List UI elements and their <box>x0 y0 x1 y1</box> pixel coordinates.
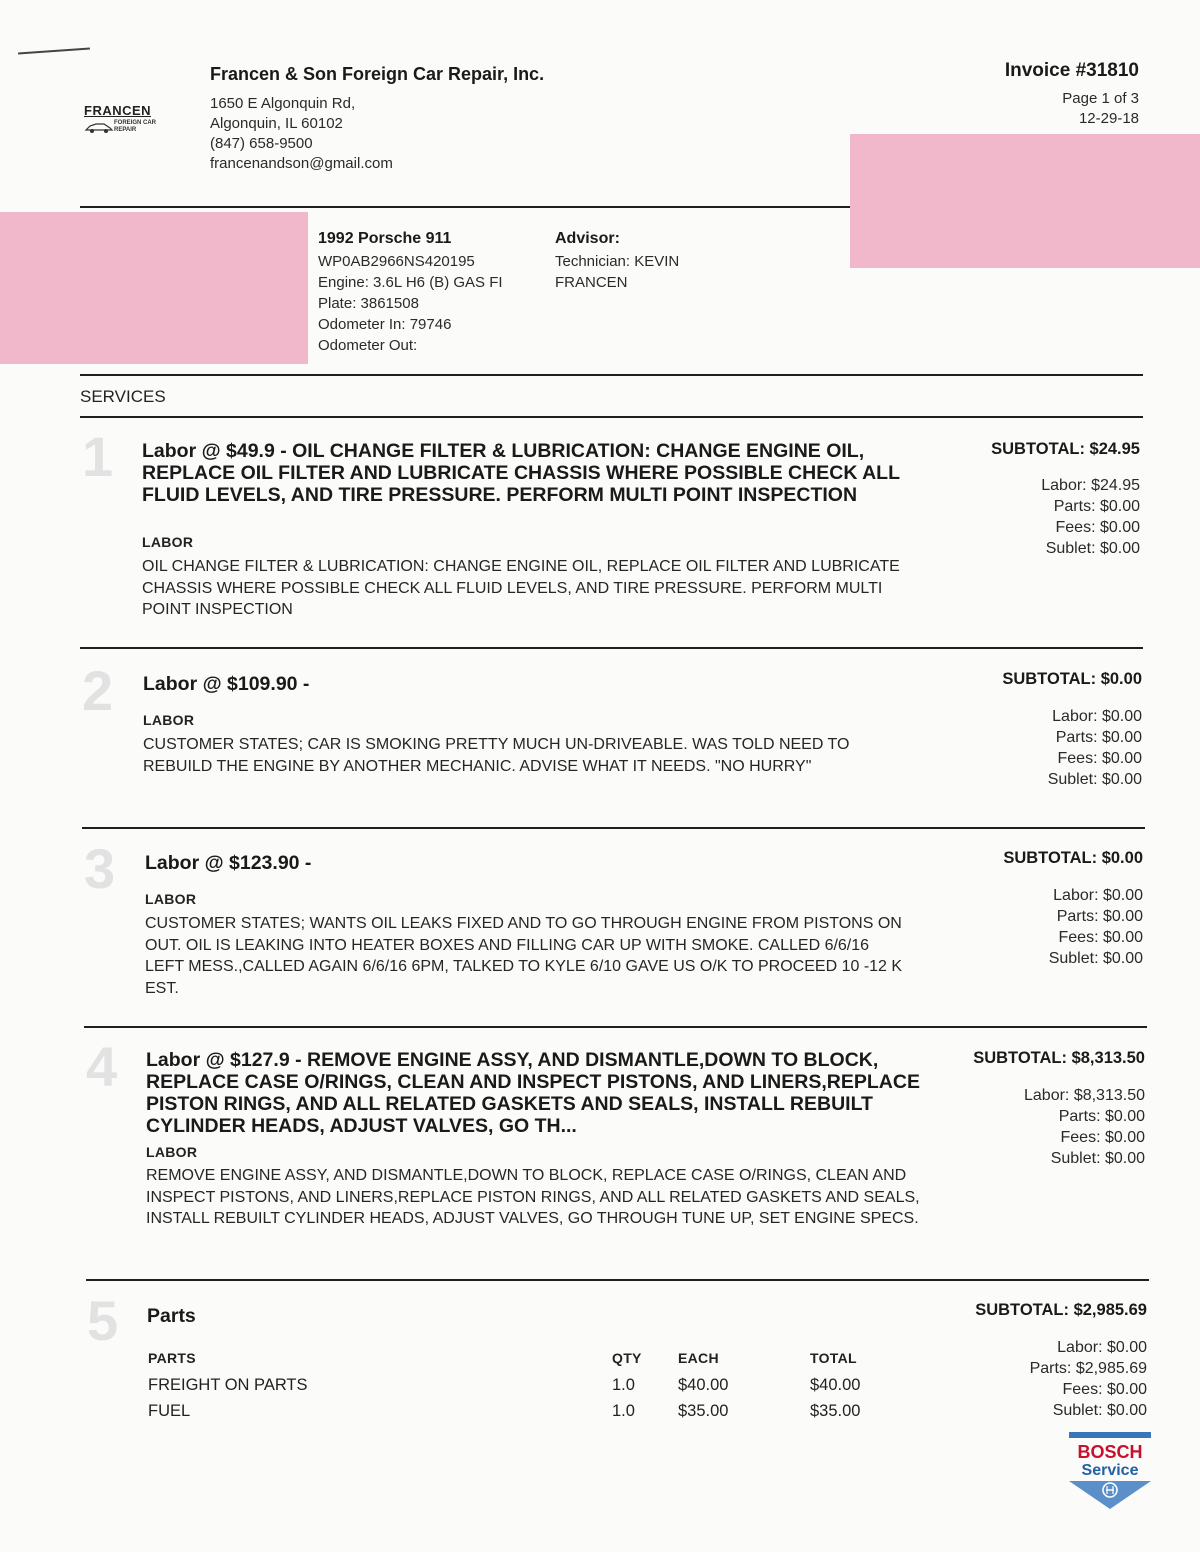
divider <box>80 374 1143 376</box>
part-total: $35.00 <box>810 1402 861 1420</box>
service-description: OIL CHANGE FILTER & LUBRICATION: CHANGE ENGINE OIL, REPLACE OIL FILTER AND LUBRICATE CHASSIS WHERE POSSIBLE CHECK ALL FLUID LEVELS, AND TIRE PRESSURE. PERFORM MULTI POINT INSPECTION <box>142 558 900 618</box>
service-number: 1 <box>82 425 114 488</box>
logo-word: FRANCEN <box>84 103 152 118</box>
service-description: CUSTOMER STATES; CAR IS SMOKING PRETTY MUCH UN-DRIVEABLE. WAS TOLD NEED TO REBUILD THE ENGINE BY ANOTHER MECHANIC. ADVISE WHAT IT NEEDS. "NO HURRY" <box>143 736 850 775</box>
fees-amount: Fees: $0.00 <box>1062 1381 1147 1398</box>
service-breakdown <box>1024 1085 1145 1169</box>
parts-amount: Parts: $0.00 <box>1058 1108 1145 1125</box>
fees-amount: Fees: $0.00 <box>1057 750 1142 767</box>
service-number: 4 <box>86 1035 118 1098</box>
fees-amount: Fees: $0.00 <box>1055 519 1140 536</box>
pen-mark <box>18 47 90 54</box>
redaction-block <box>0 212 308 364</box>
service-breakdown <box>1048 706 1142 790</box>
advisor-info <box>555 228 715 293</box>
service-title: Labor @ $109.90 - <box>143 673 310 695</box>
service-subtotal: SUBTOTAL: $2,985.69 <box>975 1301 1147 1319</box>
parts-amount: Parts: $0.00 <box>1056 908 1143 925</box>
service-number: 2 <box>82 659 114 722</box>
service-number: 3 <box>84 837 116 900</box>
vehicle-plate: Plate: 3861508 <box>318 295 419 312</box>
address-line-2: Algonquin, IL 60102 <box>210 115 343 132</box>
company-name: Francen & Son Foreign Car Repair, Inc. <box>210 64 545 84</box>
badge-bar <box>1069 1432 1151 1438</box>
labor-amount: Labor: $0.00 <box>1052 708 1142 725</box>
col-total: TOTAL <box>810 1350 857 1366</box>
redaction-block <box>850 134 1200 268</box>
divider <box>80 416 1143 418</box>
service-breakdown <box>1041 475 1140 559</box>
bosch-service-badge <box>1069 1432 1151 1514</box>
sublet-amount: Sublet: $0.00 <box>1052 1402 1147 1419</box>
address-line-1: 1650 E Algonquin Rd, <box>210 95 356 112</box>
page-indicator: Page 1 of 3 <box>1062 90 1139 107</box>
service-subtotal: SUBTOTAL: $24.95 <box>991 440 1140 458</box>
sublet-amount: Sublet: $0.00 <box>1045 540 1140 557</box>
service-subtotal: SUBTOTAL: $0.00 <box>1003 849 1143 867</box>
service-sub-label: LABOR <box>142 534 194 550</box>
service-title: Labor @ $49.9 - OIL CHANGE FILTER & LUBRICATION: CHANGE ENGINE OIL, REPLACE OIL FILTER AND LUBRICATE CHASSIS WHERE POSSIBLE CHECK ALL FLUID LEVELS, AND TIRE PRESSURE. PERFORM MULTI POINT INSPECTION <box>142 440 900 506</box>
divider <box>80 647 1143 649</box>
odometer-out: Odometer Out: <box>318 337 418 354</box>
labor-amount: Labor: $0.00 <box>1057 1339 1147 1356</box>
company-phone: (847) 658-9500 <box>210 135 313 152</box>
service-title: Labor @ $127.9 - REMOVE ENGINE ASSY, AND DISMANTLE,DOWN TO BLOCK, REPLACE CASE O/RINGS, CLEAN AND INSPECT PISTONS, AND LINERS,REPLACE PISTON RINGS, AND ALL RELATED GASKETS AND SEALS, INSTALL REBUILT CYLINDER HEADS, ADJUST VALVES, GO TH... <box>146 1049 920 1137</box>
service-description: REMOVE ENGINE ASSY, AND DISMANTLE,DOWN TO BLOCK, REPLACE CASE O/RINGS, CLEAN AND INSPECT PISTONS, AND LINERS,REPLACE PISTON RINGS, AND ALL RELATED GASKETS AND SEALS, INSTALL REBUILT CYLINDER HEADS, ADJUST VALVES, GO THROUGH TUNE UP, SET ENGINE SPECS. <box>146 1167 920 1227</box>
company-email: francenandson@gmail.com <box>210 155 393 172</box>
part-total: $40.00 <box>810 1376 861 1394</box>
divider <box>84 1026 1147 1028</box>
parts-amount: Parts: $0.00 <box>1053 498 1140 515</box>
part-qty: 1.0 <box>612 1402 635 1420</box>
service-title: Parts <box>147 1305 196 1327</box>
company-address <box>210 94 393 174</box>
advisor-title: Advisor: <box>555 230 620 247</box>
part-qty: 1.0 <box>612 1376 635 1394</box>
sublet-amount: Sublet: $0.00 <box>1048 950 1143 967</box>
service-subtotal: SUBTOTAL: $8,313.50 <box>973 1049 1145 1067</box>
parts-amount: Parts: $2,985.69 <box>1029 1360 1147 1377</box>
col-each: EACH <box>678 1350 719 1366</box>
service-number: 5 <box>87 1289 119 1352</box>
vehicle-engine: Engine: 3.6L H6 (B) GAS FI <box>318 274 503 291</box>
service-description: CUSTOMER STATES; WANTS OIL LEAKS FIXED AND TO GO THROUGH ENGINE FROM PISTONS ON OUT. OIL IS LEAKING INTO HEATER BOXES AND FILLING CAR UP WITH SMOKE. CALLED 6/6/16 LEFT MESS.,CALLED AGAIN 6/6/16 6PM, TALKED TO KYLE 6/10 GAVE US O/K TO PROCEED 10 -12 K EST. <box>145 915 903 997</box>
car-icon <box>84 120 114 134</box>
parts-amount: Parts: $0.00 <box>1055 729 1142 746</box>
service-sub-label: LABOR <box>146 1144 198 1160</box>
table-row <box>148 1376 878 1402</box>
part-name: FUEL <box>148 1402 191 1420</box>
service-sub-label: LABOR <box>143 712 195 728</box>
vehicle-vin: WP0AB2966NS420195 <box>318 253 475 270</box>
technician: Technician: KEVIN FRANCEN <box>555 253 680 291</box>
sublet-amount: Sublet: $0.00 <box>1050 1150 1145 1167</box>
badge-brand: BOSCH <box>1077 1442 1143 1462</box>
col-parts: PARTS <box>148 1350 196 1366</box>
badge-label: Service <box>1081 1462 1139 1479</box>
odometer-in: Odometer In: 79746 <box>318 316 452 333</box>
invoice-number: Invoice #31810 <box>1004 60 1139 81</box>
service-title: Labor @ $123.90 - <box>145 852 312 874</box>
parts-table-header <box>148 1350 878 1376</box>
vehicle-title: 1992 Porsche 911 <box>318 230 452 247</box>
service-subtotal: SUBTOTAL: $0.00 <box>1002 670 1142 688</box>
vehicle-info <box>318 228 503 356</box>
labor-amount: Labor: $24.95 <box>1041 477 1140 494</box>
col-qty: QTY <box>612 1350 642 1366</box>
bosch-armature-icon <box>1069 1481 1151 1511</box>
service-breakdown <box>1049 885 1143 969</box>
logo-sub-2: REPAIR <box>114 127 137 133</box>
invoice-date: 12-29-18 <box>1078 110 1139 127</box>
fees-amount: Fees: $0.00 <box>1060 1129 1145 1146</box>
services-heading: SERVICES <box>80 387 166 406</box>
fees-amount: Fees: $0.00 <box>1058 929 1143 946</box>
divider <box>80 206 850 208</box>
divider <box>86 1279 1149 1281</box>
logo-sub-1: FOREIGN CAR <box>114 120 156 126</box>
labor-amount: Labor: $0.00 <box>1053 887 1143 904</box>
part-each: $40.00 <box>678 1376 729 1394</box>
company-logo <box>84 104 182 138</box>
table-row <box>148 1402 878 1428</box>
divider <box>82 827 1145 829</box>
service-breakdown <box>1030 1337 1147 1421</box>
parts-table <box>148 1350 878 1428</box>
part-name: FREIGHT ON PARTS <box>148 1376 308 1394</box>
service-sub-label: LABOR <box>145 891 197 907</box>
part-each: $35.00 <box>678 1402 729 1420</box>
sublet-amount: Sublet: $0.00 <box>1047 771 1142 788</box>
labor-amount: Labor: $8,313.50 <box>1024 1087 1145 1104</box>
